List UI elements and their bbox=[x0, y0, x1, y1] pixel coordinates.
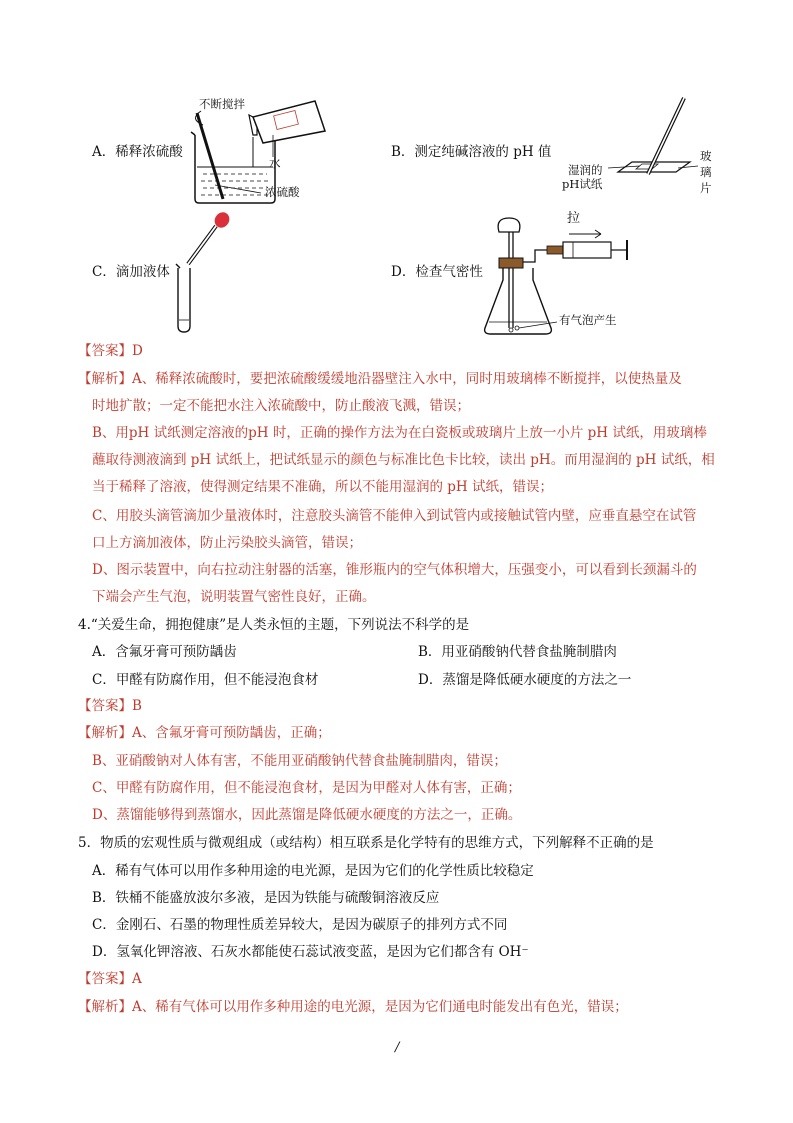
figure-d-airtightness bbox=[475, 210, 635, 340]
q3-analysis-line-1 bbox=[78, 370, 682, 388]
q5-analysis-tag: 【解析】 bbox=[78, 999, 132, 1015]
figure-a-water-label: 水 bbox=[269, 156, 281, 170]
q4-option-d: D．蒸馏是降低硬水硬度的方法之一 bbox=[418, 672, 632, 688]
figure-d-label: D．检查气密性 bbox=[391, 264, 483, 280]
figure-a-stir-label: 不断搅拌 bbox=[199, 97, 245, 111]
figure-a-acid-label: 浓硫酸 bbox=[265, 185, 300, 199]
q4-analysis-tag: 【解析】 bbox=[78, 725, 132, 741]
q4-analysis-line-1 bbox=[78, 724, 331, 742]
q5-answer bbox=[78, 970, 142, 988]
figure-b-ph-test bbox=[548, 92, 723, 202]
q3-analysis-line-6: C、用胶头滴管滴加少量液体时，注意胶头滴管不能伸入到试管内或接触试管内壁，应垂直悬空在试管 bbox=[92, 508, 697, 524]
figure-a-label: A．稀释浓硫酸 bbox=[92, 144, 183, 160]
figure-b-paper-label-1: 湿润的 bbox=[568, 163, 603, 177]
q4-option-b: B．用亚硝酸钠代替食盐腌制腊肉 bbox=[418, 644, 617, 660]
q3-analysis-tag: 【解析】 bbox=[78, 371, 132, 387]
q4-analysis-line-2: B、亚硝酸钠对人体有害，不能用亚硝酸钠代替食盐腌制腊肉，错误； bbox=[92, 753, 507, 769]
q4-stem: 4.“关爱生命，拥抱健康”是人类永恒的主题，下列说法不科学的是 bbox=[78, 617, 470, 633]
figure-a-dilute-acid bbox=[175, 95, 335, 210]
q4-analysis-line-3: C、甲醛有防腐作用，但不能浸泡食材，是因为甲醛对人体有害，正确； bbox=[92, 780, 521, 796]
q4-answer-tag: 【答案】 bbox=[78, 698, 132, 714]
figure-c-label: C．滴加液体 bbox=[92, 264, 170, 280]
q5-analysis-line-1 bbox=[78, 998, 628, 1016]
q4-analysis-line-4: D、蒸馏能够得到蒸馏水，因此蒸馏是降低硬水硬度的方法之一，正确。 bbox=[92, 807, 522, 823]
figure-b-glass-char-1: 玻 bbox=[700, 149, 712, 163]
figure-b-paper-label-2: pH试纸 bbox=[562, 177, 603, 191]
q5-answer-tag: 【答案】 bbox=[78, 971, 132, 987]
page-number: / bbox=[395, 1040, 400, 1055]
q5-stem: 5．物质的宏观性质与微观组成（或结构）相互联系是化学特有的思维方式，下列解释不正确的是 bbox=[78, 835, 654, 851]
q3-analysis-line-4: 蘸取待测液滴到 pH 试纸上，把试纸显示的颜色与标准比色卡比较，读出 pH。而用湿润的 pH 试纸，相 bbox=[92, 452, 715, 468]
q3-analysis-text-1: A、稀释浓硫酸时，要把浓硫酸缓缓地沿器壁注入水中，同时用玻璃棒不断搅拌，以使热量及 bbox=[132, 371, 682, 387]
q4-answer-value: B bbox=[132, 698, 142, 714]
q3-analysis-line-7: 口上方滴加液体，防止污染胶头滴管，错误； bbox=[92, 535, 362, 551]
q5-option-a: A．稀有气体可以用作多种用途的电光源，是因为它们的化学性质比较稳定 bbox=[92, 863, 534, 879]
q5-analysis-text-1: A、稀有气体可以用作多种用途的电光源，是因为它们通电时能发出有色光，错误； bbox=[132, 999, 628, 1015]
q5-option-d: D．氢氧化钾溶液、石灰水都能使石蕊试液变蓝，是因为它们都含有 OH⁻ bbox=[92, 944, 529, 960]
q3-analysis-line-3: B、用pH 试纸测定溶液的pH 时，正确的操作方法为在白瓷板或玻璃片上放一小片 pH 试纸，用玻璃棒 bbox=[92, 425, 707, 441]
q3-answer-tag: 【答案】 bbox=[78, 343, 132, 359]
q5-option-c: C．金刚石、石墨的物理性质差异较大，是因为碳原子的排列方式不同 bbox=[92, 917, 508, 933]
figure-b-label: B．测定纯碱溶液的 pH 值 bbox=[391, 144, 552, 160]
q4-analysis-text-1: A、含氟牙膏可预防龋齿，正确； bbox=[132, 725, 331, 741]
q3-answer-value: D bbox=[132, 343, 143, 359]
figure-c-dropper bbox=[170, 210, 240, 335]
q3-analysis-line-9: 下端会产生气泡，说明装置气密性良好，正确。 bbox=[92, 589, 376, 605]
figure-b-glass-char-3: 片 bbox=[700, 181, 712, 195]
q5-answer-value: A bbox=[132, 971, 142, 987]
q3-analysis-line-5: 当于稀释了溶液，使得测定结果不准确，所以不能用湿润的 pH 试纸，错误； bbox=[92, 479, 553, 495]
q3-analysis-line-2: 时地扩散；一定不能把水注入浓硫酸中，防止酸液飞溅，错误； bbox=[92, 398, 470, 414]
q5-option-b: B．铁桶不能盛放波尔多液，是因为铁能与硫酸铜溶液反应 bbox=[92, 890, 440, 906]
figure-d-bubbles-label: 有气泡产生 bbox=[559, 313, 617, 327]
q3-answer bbox=[78, 342, 143, 360]
figure-b-glass-char-2: 璃 bbox=[700, 165, 712, 179]
figure-d-pull-label: 拉 bbox=[567, 211, 581, 226]
q4-answer bbox=[78, 697, 142, 715]
q3-analysis-line-8: D、图示装置中，向右拉动注射器的活塞，锥形瓶内的空气体积增大，压强变小，可以看到长颈漏斗的 bbox=[92, 562, 697, 578]
q4-option-a: A．含氟牙膏可预防龋齿 bbox=[92, 644, 237, 660]
q4-option-c: C．甲醛有防腐作用，但不能浸泡食材 bbox=[92, 672, 319, 688]
